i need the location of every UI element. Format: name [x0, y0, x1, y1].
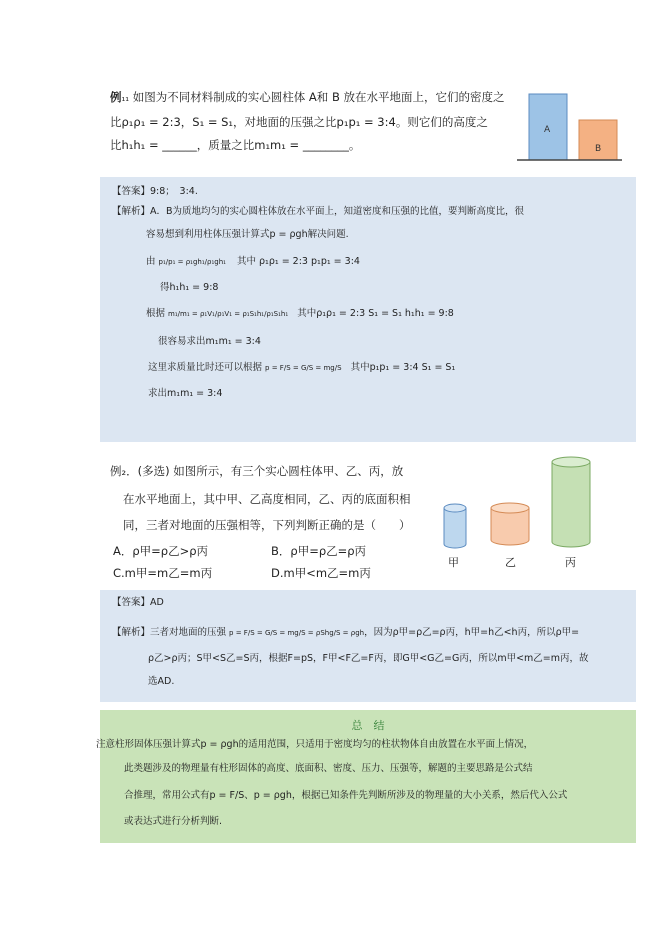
option-a: A．ρ甲=ρ乙>ρ丙: [113, 544, 209, 558]
analysis-2-intro: 【解析】三者对地面的压强: [112, 627, 227, 638]
pressure-ratio-formula: p₁/p₁ = ρ₁gh₁/ρ₁gh₁: [158, 258, 226, 266]
analysis-2-line-2: ρ乙>ρ丙；S甲<S乙=S丙，根据F=pS，F甲<F乙=F丙，即G甲<G乙=G丙，所以m甲<m乙=m丙，故: [148, 653, 589, 664]
cylinder-jia: [444, 504, 466, 548]
text-you: 由: [146, 256, 156, 267]
example-1-text-1: 如图为不同材料制成的实心圆柱体 A和 B 放在水平地面上，它们的密度之: [132, 90, 505, 104]
option-d: D.m甲<m乙=m丙: [271, 566, 371, 580]
label-yi: 乙: [505, 556, 516, 569]
given-values-2: 其中ρ₁ρ₁ = 2:3 S₁ = S₁ h₁h₁ = 9:8: [297, 308, 454, 319]
analysis-1-line-8: 求出m₁m₁ = 3:4: [148, 388, 223, 399]
cylinder-yi: [491, 503, 529, 545]
example-1-line-2: 比ρ₁ρ₁ = 2:3，S₁ = S₁，对地面的压强之比p₁p₁ = 3:4。则它们的高度之: [110, 115, 488, 129]
label-b: B: [595, 144, 602, 154]
analysis-1-line-1: 【解析】A．B为质地均匀的实心圆柱体放在水平面上，知道密度和压强的比值，要判断高度比，很: [112, 206, 525, 217]
text-alt-method: 这里求质量比时还可以根据: [148, 362, 263, 373]
example-label: 例: [110, 90, 122, 104]
answer-1: 【答案】9:8； 3:4.: [112, 186, 198, 197]
cylinders-ab-figure: [512, 88, 624, 164]
example-1-line-1: [110, 92, 505, 104]
example-number: ₁₁: [121, 93, 130, 104]
label-bing: 丙: [565, 556, 576, 569]
answer-2: 【答案】AD: [112, 597, 164, 608]
cylinder-b: [579, 120, 617, 160]
analysis-1-line-6: 很容易求出m₁m₁ = 3:4: [158, 336, 261, 347]
cylinders-three-figure: [436, 452, 606, 572]
analysis-1-line-5: [146, 309, 454, 319]
analysis-1-line-2: 容易想到利用柱体压强计算式p = ρgh解决问题.: [146, 229, 349, 240]
alt-pressure-formula: p = F/S = G/S = mg/S: [265, 364, 342, 372]
analysis-2-line-1: [112, 628, 579, 638]
cylinder-bing: [552, 457, 590, 547]
example-2-line-3: 同，三者对地面的压强相等，下列判断正确的是（ ）: [123, 518, 411, 532]
example-1-line-3: 比h₁h₁ = ______，质量之比m₁m₁ = ________。: [110, 138, 361, 152]
answer-2-box: [100, 590, 636, 702]
given-values-1: 其中 ρ₁ρ₁ = 2:3 p₁p₁ = 3:4: [236, 256, 360, 267]
option-c: C.m甲=m乙=m丙: [113, 566, 213, 580]
analysis-2-formula: p = F/S = G/S = mg/S = ρShg/S = ρgh: [229, 629, 365, 637]
option-b: B．ρ甲=ρ乙=ρ丙: [271, 544, 367, 558]
summary-line-2: 此类题涉及的物理量有柱形固体的高度、底面积、密度、压力、压强等，解题的主要思路是公式结: [124, 763, 533, 774]
mass-ratio-formula: m₁/m₁ = ρ₁V₁/ρ₁V₁ = ρ₁S₁h₁/ρ₁S₁h₁: [168, 310, 289, 318]
given-values-3: 其中p₁p₁ = 3:4 S₁ = S₁: [350, 362, 456, 373]
analysis-1-line-4: 得h₁h₁ = 9:8: [160, 282, 219, 293]
summary-title: 总 结: [351, 719, 385, 732]
summary-line-4: 或表达式进行分析判断.: [124, 816, 223, 827]
summary-line-3: 合推理，常用公式有p = F/S、p = ρgh，根据已知条件先判断所涉及的物理量的大小关系，然后代入公式: [124, 790, 568, 801]
text-genju: 根据: [146, 308, 166, 319]
example-2-line-1: 例₂．(多选) 如图所示，有三个实心圆柱体甲、乙、丙，放: [110, 464, 404, 478]
analysis-1-line-3: [146, 257, 360, 267]
analysis-1-line-7: [148, 363, 455, 373]
example-2-line-2: 在水平地面上，其中甲、乙高度相同，乙、丙的底面积相: [123, 492, 411, 506]
label-jia: 甲: [448, 556, 459, 569]
analysis-2-reason: ，因为ρ甲=ρ乙=ρ丙，h甲=h乙<h丙，所以ρ甲=: [364, 627, 580, 638]
answer-1-box: [100, 177, 636, 442]
analysis-2-line-3: 选AD.: [148, 676, 175, 687]
summary-box: [96, 710, 636, 843]
label-a: A: [544, 125, 551, 135]
summary-line-1: 注意柱形固体压强计算式p = ρgh的适用范围，只适用于密度均匀的柱状物体自由放置在水平面上情况，: [96, 739, 534, 750]
